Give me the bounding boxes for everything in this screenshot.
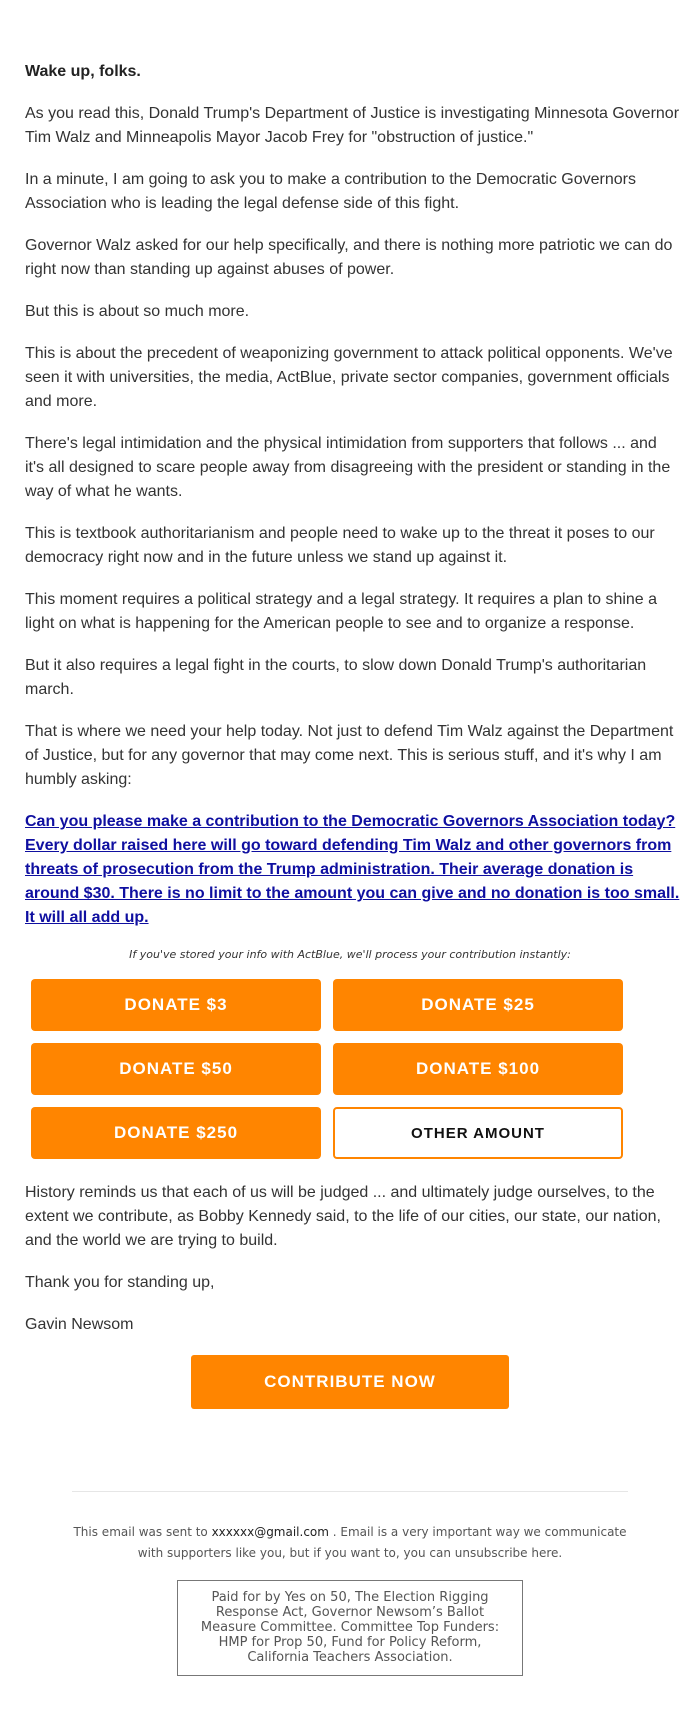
other-amount-button[interactable]: OTHER AMOUNT: [333, 1107, 623, 1159]
closing-paragraph: History reminds us that each of us will be judged ... and ultimately judge ourselves, to the extent we contribute, as Bobby Kennedy said, to the life of our cities, our state, our nation, and the world we are trying to build.: [25, 1184, 661, 1249]
donate-250-button[interactable]: DONATE $250: [31, 1107, 321, 1159]
donate-3-button[interactable]: DONATE $3: [31, 979, 321, 1031]
footer-notice: [70, 1522, 630, 1564]
signature: Gavin Newsom: [25, 1316, 134, 1333]
actblue-note: If you've stored your info with ActBlue, we'll process your contribution instantly:: [129, 948, 571, 961]
recipient-email: xxxxxx@gmail.com: [211, 1525, 329, 1539]
contribution-ask-link[interactable]: Can you please make a contribution to the Democratic Governors Association today? Every dollar raised here will go toward defending Tim Walz and other governors from threats of prosecution from the Trump administration. Their average donation is around $30. There is no limit to the amount you can give and no donation is too small. It will all add up.: [25, 813, 680, 926]
paragraph: But it also requires a legal fight in the courts, to slow down Donald Trump's authoritarian march.: [25, 657, 647, 698]
paragraph: Governor Walz asked for our help specifically, and there is nothing more patriotic we can do right now than standing up against abuses of power.: [25, 237, 673, 278]
footer-sent-suffix[interactable]: . Email is a very important way we communicate with supporters like you, but if you want to, you can unsubscribe here.: [137, 1525, 627, 1560]
donate-25-button[interactable]: DONATE $25: [333, 979, 623, 1031]
donate-50-button[interactable]: DONATE $50: [31, 1043, 321, 1095]
paid-for-disclaimer: Paid for by Yes on 50, The Election Rigging Response Act, Governor Newsom’s Ballot Measure Committee. Committee Top Funders: HMP for Prop 50, Fund for Policy Reform, California Teachers Association.: [177, 1580, 523, 1676]
sign-off: Thank you for standing up,: [25, 1274, 215, 1291]
paragraph: But this is about so much more.: [25, 303, 250, 320]
donate-button-grid: [31, 979, 623, 1159]
paragraph: This is about the precedent of weaponizing government to attack political opponents. We've seen it with universities, the media, ActBlue, private sector companies, government officials and more.: [25, 345, 673, 410]
donate-100-button[interactable]: DONATE $100: [333, 1043, 623, 1095]
paragraph: That is where we need your help today. Not just to defend Tim Walz against the Department of Justice, but for any governor that may come next. This is serious stuff, and it's why I am humbly asking:: [25, 723, 674, 788]
paragraph: In a minute, I am going to ask you to make a contribution to the Democratic Governors Association who is leading the legal defense side of this fight.: [25, 171, 636, 212]
greeting: Wake up, folks.: [25, 63, 141, 80]
paragraph: This moment requires a political strategy and a legal strategy. It requires a plan to shine a light on what is happening for the American people to see and to organize a response.: [25, 591, 658, 632]
paragraph: As you read this, Donald Trump's Department of Justice is investigating Minnesota Governor Tim Walz and Minneapolis Mayor Jacob Frey for "obstruction of justice.": [25, 105, 680, 146]
paragraph: There's legal intimidation and the physical intimidation from supporters that follows ... and it's all designed to scare people away from disagreeing with the president or standing in the way of what he wants.: [25, 435, 671, 500]
footer-sent-prefix: This email was sent to: [73, 1525, 212, 1539]
contribute-wrap: [0, 1355, 700, 1409]
contribute-now-button[interactable]: CONTRIBUTE NOW: [191, 1355, 509, 1409]
closing-section: [0, 1159, 700, 1337]
footer-divider: [72, 1491, 628, 1492]
paragraph: This is textbook authoritarianism and people need to wake up to the threat it poses to our democracy right now and in the future unless we stand up against it.: [25, 525, 655, 566]
